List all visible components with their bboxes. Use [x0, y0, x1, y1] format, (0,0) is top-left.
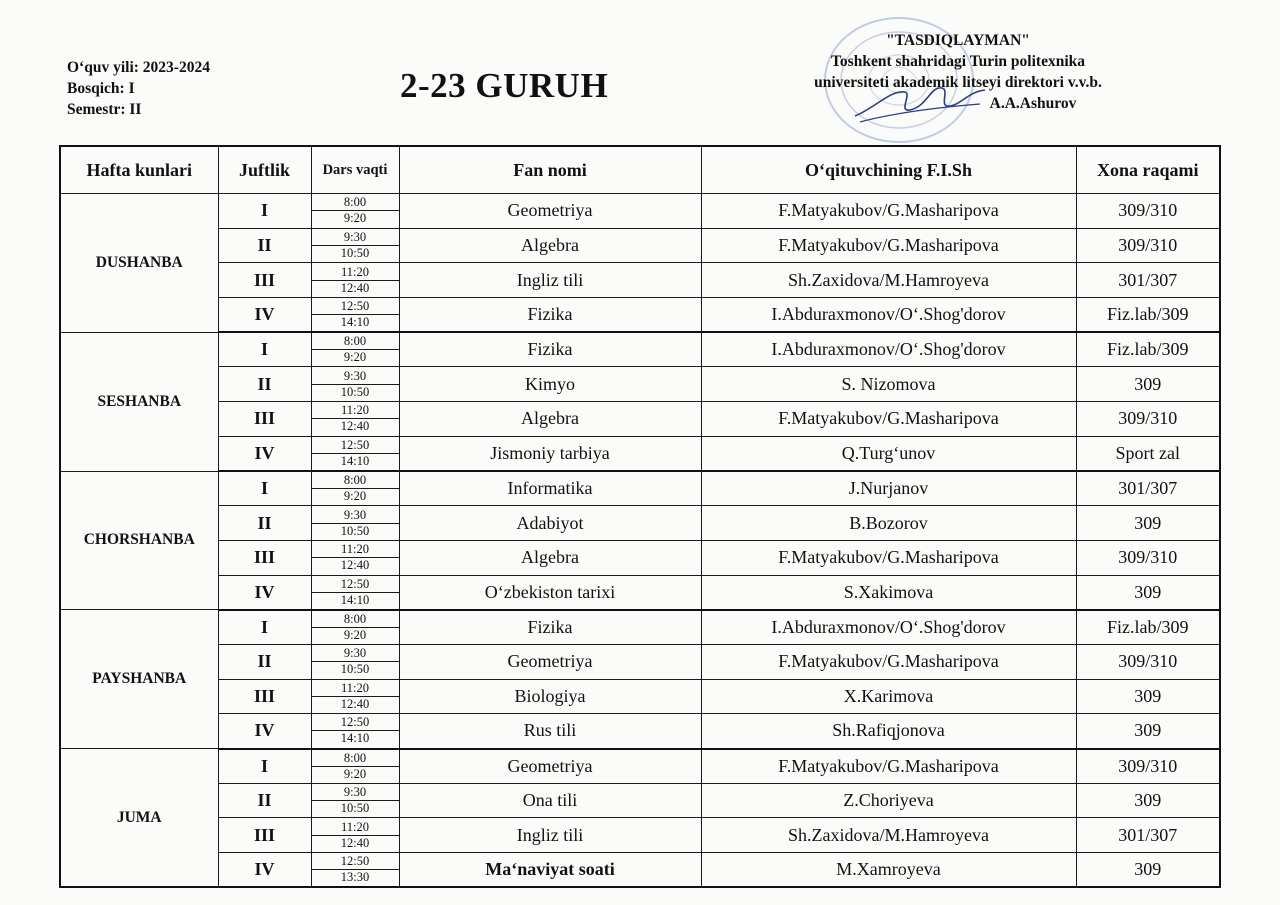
teacher-cell: S. Nizomova — [701, 367, 1076, 402]
pair-cell: IV — [218, 575, 311, 610]
subject-cell: Rus tili — [399, 714, 701, 749]
end-time: 12:40 — [340, 696, 370, 711]
table-row — [60, 506, 1220, 541]
end-time: 9:20 — [343, 489, 367, 504]
room-cell: 309 — [1076, 783, 1220, 818]
semester: Semestr: II — [67, 101, 142, 118]
schedule-body — [60, 194, 1220, 888]
end-time: 12:40 — [340, 558, 370, 573]
end-time: 14:10 — [340, 592, 370, 607]
table-row — [60, 540, 1220, 575]
start-time: 8:00 — [312, 334, 399, 350]
start-time: 9:30 — [312, 230, 399, 246]
start-time: 9:30 — [312, 369, 399, 385]
table-row — [60, 263, 1220, 298]
time-cell — [311, 194, 399, 229]
table-row — [60, 436, 1220, 471]
start-time: 8:00 — [312, 195, 399, 211]
room-cell: 301/307 — [1076, 263, 1220, 298]
end-time: 12:40 — [340, 280, 370, 295]
subject-cell: O‘zbekiston tarixi — [399, 575, 701, 610]
time-cell — [311, 749, 399, 784]
teacher-cell: Sh.Rafiqjonova — [701, 714, 1076, 749]
approval-line1: Toshkent shahridagi Turin politexnika — [831, 53, 1085, 70]
room-cell: 309/310 — [1076, 228, 1220, 263]
table-row — [60, 402, 1220, 437]
time-cell — [311, 714, 399, 749]
start-time: 11:20 — [312, 820, 399, 836]
end-time: 9:20 — [343, 211, 367, 226]
start-time: 9:30 — [312, 785, 399, 801]
teacher-cell: J.Nurjanov — [701, 471, 1076, 506]
room-cell: 309 — [1076, 506, 1220, 541]
start-time: 12:50 — [312, 715, 399, 731]
table-row — [60, 332, 1220, 367]
end-time: 12:40 — [340, 419, 370, 434]
time-cell — [311, 540, 399, 575]
approval-line2: universiteti akademik litseyi direktori v.v.b. — [814, 74, 1102, 91]
col-header-pair: Juftlik — [218, 146, 311, 194]
room-cell: 309/310 — [1076, 194, 1220, 229]
table-row — [60, 610, 1220, 645]
start-time: 12:50 — [312, 854, 399, 870]
end-time: 10:50 — [340, 246, 370, 261]
day-cell: JUMA — [60, 749, 218, 888]
day-cell: PAYSHANBA — [60, 610, 218, 749]
subject-cell: Fizika — [399, 332, 701, 367]
subject-cell: Fizika — [399, 298, 701, 333]
start-time: 9:30 — [312, 508, 399, 524]
time-cell — [311, 679, 399, 714]
pair-cell: II — [218, 228, 311, 263]
subject-cell: Algebra — [399, 402, 701, 437]
start-time: 11:20 — [312, 542, 399, 558]
signature-icon — [850, 78, 990, 128]
time-cell — [311, 263, 399, 298]
room-cell: 309 — [1076, 853, 1220, 888]
teacher-cell: F.Matyakubov/G.Masharipova — [701, 194, 1076, 229]
table-row — [60, 228, 1220, 263]
time-cell — [311, 402, 399, 437]
subject-cell: Biologiya — [399, 679, 701, 714]
room-cell: 309 — [1076, 714, 1220, 749]
director-name: A.A.Ashurov — [989, 95, 1077, 112]
room-cell: 301/307 — [1076, 818, 1220, 853]
subject-cell: Geometriya — [399, 749, 701, 784]
table-row — [60, 714, 1220, 749]
pair-cell: IV — [218, 853, 311, 888]
subject-cell: Ma‘naviyat soati — [399, 853, 701, 888]
table-row — [60, 853, 1220, 888]
time-cell — [311, 644, 399, 679]
end-time: 13:30 — [340, 870, 370, 885]
table-row — [60, 783, 1220, 818]
pair-cell: III — [218, 402, 311, 437]
start-time: 12:50 — [312, 577, 399, 593]
day-cell: SESHANBA — [60, 332, 218, 471]
end-time: 10:50 — [340, 662, 370, 677]
pair-cell: I — [218, 749, 311, 784]
pair-cell: I — [218, 332, 311, 367]
table-row — [60, 298, 1220, 333]
time-cell — [311, 783, 399, 818]
subject-cell: Algebra — [399, 540, 701, 575]
end-time: 9:20 — [343, 350, 367, 365]
pair-cell: III — [218, 679, 311, 714]
table-header-row — [60, 146, 1220, 194]
time-cell — [311, 228, 399, 263]
room-cell: 309/310 — [1076, 644, 1220, 679]
time-cell — [311, 575, 399, 610]
start-time: 11:20 — [312, 681, 399, 697]
academic-year: O‘quv yili: 2023-2024 — [67, 59, 210, 76]
subject-cell: Kimyo — [399, 367, 701, 402]
teacher-cell: I.Abduraxmonov/O‘.Shog'dorov — [701, 610, 1076, 645]
subject-cell: Informatika — [399, 471, 701, 506]
end-time: 10:50 — [340, 523, 370, 538]
room-cell: Fiz.lab/309 — [1076, 332, 1220, 367]
pair-cell: IV — [218, 298, 311, 333]
end-time: 9:20 — [343, 766, 367, 781]
end-time: 12:40 — [340, 835, 370, 850]
teacher-cell: I.Abduraxmonov/O‘.Shog'dorov — [701, 298, 1076, 333]
end-time: 10:50 — [340, 384, 370, 399]
time-cell — [311, 610, 399, 645]
room-cell: 301/307 — [1076, 471, 1220, 506]
subject-cell: Ona tili — [399, 783, 701, 818]
table-row — [60, 575, 1220, 610]
end-time: 9:20 — [343, 627, 367, 642]
end-time: 14:10 — [340, 315, 370, 330]
pair-cell: II — [218, 506, 311, 541]
teacher-cell: X.Karimova — [701, 679, 1076, 714]
pair-cell: III — [218, 818, 311, 853]
start-time: 12:50 — [312, 438, 399, 454]
start-time: 11:20 — [312, 403, 399, 419]
teacher-cell: I.Abduraxmonov/O‘.Shog'dorov — [701, 332, 1076, 367]
teacher-cell: Q.Turg‘unov — [701, 436, 1076, 471]
teacher-cell: F.Matyakubov/G.Masharipova — [701, 228, 1076, 263]
pair-cell: III — [218, 263, 311, 298]
pair-cell: II — [218, 783, 311, 818]
room-cell: 309 — [1076, 575, 1220, 610]
teacher-cell: Sh.Zaxidova/M.Hamroyeva — [701, 818, 1076, 853]
end-time: 10:50 — [340, 801, 370, 816]
document-meta — [67, 57, 210, 120]
subject-cell: Adabiyot — [399, 506, 701, 541]
subject-cell: Ingliz tili — [399, 818, 701, 853]
table-row — [60, 367, 1220, 402]
subject-cell: Ingliz tili — [399, 263, 701, 298]
room-cell: Sport zal — [1076, 436, 1220, 471]
time-cell — [311, 853, 399, 888]
table-row — [60, 818, 1220, 853]
subject-cell: Algebra — [399, 228, 701, 263]
start-time: 11:20 — [312, 265, 399, 281]
approval-title: "TASDIQLAYMAN" — [886, 32, 1030, 49]
teacher-cell: F.Matyakubov/G.Masharipova — [701, 749, 1076, 784]
end-time: 14:10 — [340, 453, 370, 468]
subject-cell: Fizika — [399, 610, 701, 645]
room-cell: 309/310 — [1076, 402, 1220, 437]
time-cell — [311, 298, 399, 333]
subject-cell: Jismoniy tarbiya — [399, 436, 701, 471]
pair-cell: I — [218, 610, 311, 645]
col-header-room: Xona raqami — [1076, 146, 1220, 194]
table-row — [60, 679, 1220, 714]
teacher-cell: B.Bozorov — [701, 506, 1076, 541]
end-time: 14:10 — [340, 731, 370, 746]
start-time: 9:30 — [312, 646, 399, 662]
start-time: 12:50 — [312, 299, 399, 315]
pair-cell: II — [218, 367, 311, 402]
teacher-cell: Sh.Zaxidova/M.Hamroyeva — [701, 263, 1076, 298]
table-row — [60, 194, 1220, 229]
pair-cell: I — [218, 194, 311, 229]
subject-cell: Geometriya — [399, 644, 701, 679]
teacher-cell: F.Matyakubov/G.Masharipova — [701, 402, 1076, 437]
teacher-cell: Z.Choriyeva — [701, 783, 1076, 818]
start-time: 8:00 — [312, 751, 399, 767]
room-cell: 309/310 — [1076, 749, 1220, 784]
schedule-table — [59, 145, 1221, 888]
table-row — [60, 471, 1220, 506]
time-cell — [311, 818, 399, 853]
pair-cell: III — [218, 540, 311, 575]
col-header-subject: Fan nomi — [399, 146, 701, 194]
room-cell: 309 — [1076, 679, 1220, 714]
subject-cell: Geometriya — [399, 194, 701, 229]
teacher-cell: F.Matyakubov/G.Masharipova — [701, 540, 1076, 575]
pair-cell: I — [218, 471, 311, 506]
teacher-cell: F.Matyakubov/G.Masharipova — [701, 644, 1076, 679]
time-cell — [311, 471, 399, 506]
teacher-cell: S.Xakimova — [701, 575, 1076, 610]
start-time: 8:00 — [312, 473, 399, 489]
col-header-teacher: O‘qituvchining F.I.Sh — [701, 146, 1076, 194]
day-cell: CHORSHANBA — [60, 471, 218, 610]
time-cell — [311, 367, 399, 402]
room-cell: 309 — [1076, 367, 1220, 402]
room-cell: Fiz.lab/309 — [1076, 298, 1220, 333]
time-cell — [311, 332, 399, 367]
teacher-cell: M.Xamroyeva — [701, 853, 1076, 888]
day-cell: DUSHANBA — [60, 194, 218, 333]
time-cell — [311, 436, 399, 471]
pair-cell: IV — [218, 714, 311, 749]
start-time: 8:00 — [312, 612, 399, 628]
time-cell — [311, 506, 399, 541]
room-cell: 309/310 — [1076, 540, 1220, 575]
pair-cell: IV — [218, 436, 311, 471]
col-header-day: Hafta kunlari — [60, 146, 218, 194]
table-row — [60, 644, 1220, 679]
pair-cell: II — [218, 644, 311, 679]
stage: Bosqich: I — [67, 80, 135, 97]
room-cell: Fiz.lab/309 — [1076, 610, 1220, 645]
table-row — [60, 749, 1220, 784]
group-title: 2-23 GURUH — [400, 66, 609, 105]
col-header-time: Dars vaqti — [311, 146, 399, 194]
